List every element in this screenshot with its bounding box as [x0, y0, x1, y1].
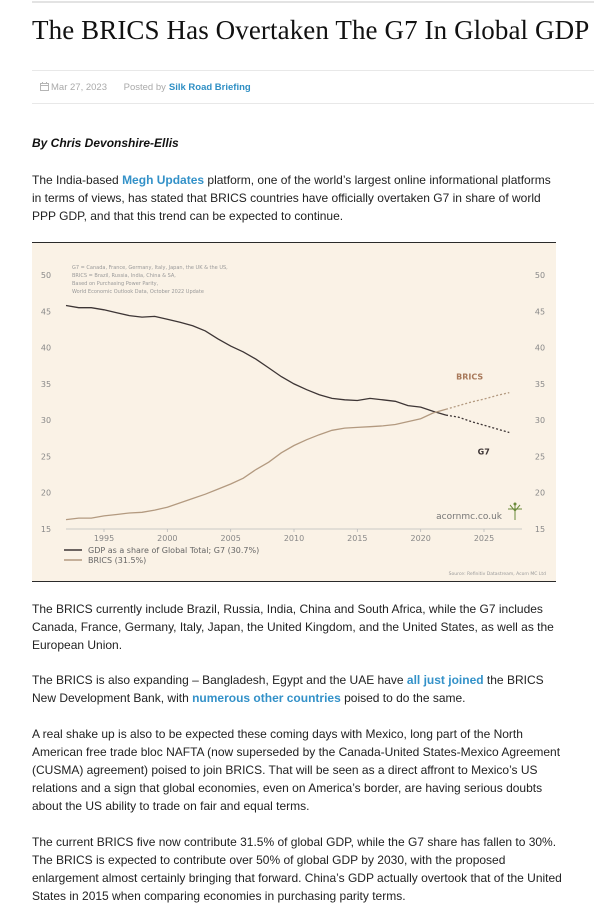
chart-note: G7 = Canada, France, Germany, Italy, Japan, the UK & the US,: [72, 265, 228, 271]
all-just-joined-link[interactable]: all just joined: [406, 673, 484, 687]
y-tick-label-left: 40: [40, 343, 52, 353]
x-tick-label: 2015: [347, 534, 368, 543]
chart-note: Based on Purchasing Power Parity,: [72, 281, 159, 287]
chart: [32, 242, 556, 582]
y-tick-label-right: 30: [534, 416, 546, 426]
y-tick-label-right: 45: [534, 307, 546, 317]
top-rule: [32, 1, 594, 3]
x-tick-label: 2020: [410, 534, 431, 543]
y-tick-label-right: 35: [534, 379, 546, 389]
y-tick-label-left: 35: [40, 379, 52, 389]
para3-text-a: The BRICS is also expanding – Bangladesh, Egypt and the UAE have: [32, 673, 407, 687]
y-tick-label-left: 45: [40, 307, 52, 317]
y-tick-label-right: 40: [534, 343, 546, 353]
paragraph-2: The BRICS currently include Brazil, Russia, India, China and South Africa, while the G7 includes Canada, France, Germany, Italy, Japan, the United Kingdom, and the United States, as well as the European Union.: [32, 602, 554, 652]
paragraph-5: The current BRICS five now contribute 31.5% of global GDP, while the G7 share has fallen to 30%. The BRICS is expected to contribute over 50% of global GDP by 2030, with the proposed enlargement almost certainly bringing that forward. China’s GDP actually overtook that of the United States in 2015 when comparing economies in purchasing parity terms.: [32, 835, 562, 903]
byline: By Chris Devonshire-Ellis: [32, 136, 179, 150]
para1-text-a: The India-based: [32, 173, 123, 187]
para3-text-c: poised to do the same.: [340, 691, 466, 705]
paragraph-4: A real shake up is also to be expected these coming days with Mexico, long part of the North American free trade bloc NAFTA (now superseded by the Canada-United States-Mexico Agreement (CUSMA) agreement) poised to join BRICS. That will be seen as a direct affront to Mexico’s US relations and a sign that global economies, even on America’s border, are having serious doubts about the US ability to trade on fair and equal terms.: [32, 727, 561, 813]
post-date: Mar 27, 2023: [51, 82, 107, 93]
watermark: acornmc.co.uk: [436, 512, 502, 522]
series-line-g7: [66, 306, 446, 416]
y-tick-label-left: 20: [40, 488, 52, 498]
y-tick-label-left: 15: [40, 525, 52, 534]
x-tick-label: 2000: [157, 534, 178, 543]
meta-bottom-divider: [32, 103, 594, 104]
chart-svg: [32, 243, 556, 581]
series-forecast-g7: [446, 415, 509, 432]
paragraph-1: [32, 171, 562, 225]
x-tick-label: 2025: [473, 534, 495, 543]
x-tick-label: 2005: [220, 534, 241, 543]
meta-top-divider: [32, 70, 594, 71]
chart-note: World Economic Outlook Data, October 2022 Update: [72, 289, 204, 295]
chart-note: BRICS = Brazil, Russia, India, China & SA,: [72, 273, 176, 279]
calendar-icon: [40, 82, 49, 94]
series-forecast-brics: [446, 393, 509, 410]
author-link[interactable]: Silk Road Briefing: [168, 82, 251, 93]
series-line-brics: [66, 409, 446, 519]
series-label-g7: G7: [477, 447, 490, 457]
y-tick-label-left: 25: [40, 452, 52, 462]
page-title: The BRICS Has Overtaken The G7 In Global GDP: [32, 15, 590, 45]
y-tick-label-left: 50: [40, 271, 52, 280]
numerous-other-countries-link[interactable]: numerous other countries: [192, 691, 341, 705]
y-tick-label-right: 20: [534, 488, 546, 498]
y-tick-label-right: 25: [534, 452, 546, 462]
legend-label-brics: BRICS (31.5%): [88, 556, 147, 565]
para3-text-b: the BRICS New Development Bank, with: [32, 673, 544, 705]
posted-by-label: Posted by: [123, 82, 166, 93]
y-tick-label-left: 30: [40, 416, 52, 426]
y-tick-label-right: 50: [534, 271, 546, 280]
y-tick-label-right: 15: [534, 525, 546, 534]
series-label-brics: BRICS: [456, 372, 484, 382]
x-tick-label: 2010: [283, 534, 305, 543]
legend-label-g7: GDP as a share of Global Total; G7 (30.7%): [88, 546, 260, 555]
megh-updates-link[interactable]: Megh Updates: [122, 173, 205, 187]
chart-source: Source: Refinitiv Datastream, Acorn MC Ltd: [448, 572, 546, 577]
acorn-logo-icon: [508, 503, 522, 521]
paragraph-3: [32, 671, 562, 707]
x-tick-label: 1995: [93, 534, 115, 543]
para1-text-b: platform, one of the world’s largest online informational platforms in terms of views, has stated that BRICS countries have officially overtaken G7 in share of world PPP GDP, and that this trend can be expected to continue.: [32, 173, 551, 223]
post-meta: [40, 82, 251, 94]
